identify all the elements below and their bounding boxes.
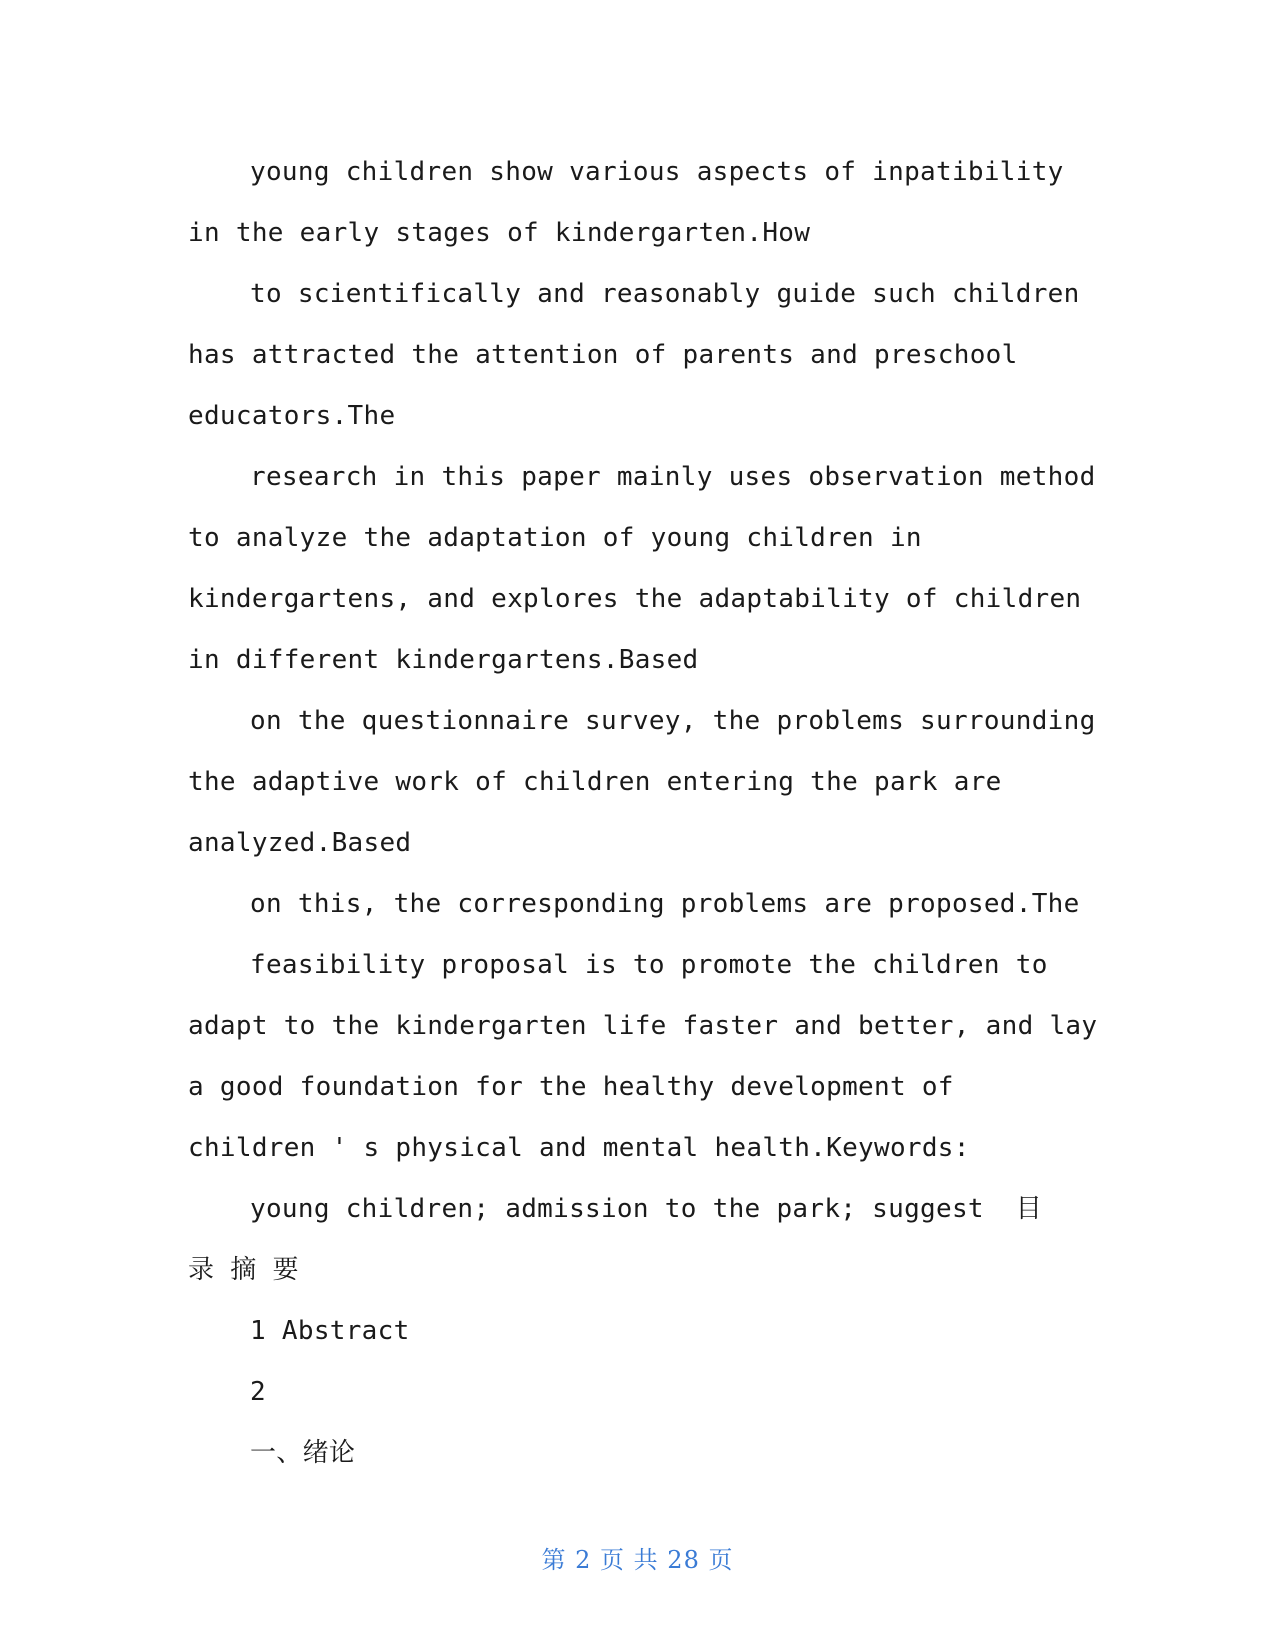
text-line: feasibility proposal is to promote the children to <box>250 950 1048 980</box>
text-line: in different kindergartens.Based <box>188 645 699 675</box>
toc-heading: 录 摘 要 <box>188 1255 299 1285</box>
text-line: has attracted the attention of parents and preschool <box>188 340 1018 370</box>
text-line: a good foundation for the healthy development of <box>188 1072 954 1102</box>
text-line: to scientifically and reasonably guide such children <box>250 279 1080 309</box>
text-line: in the early stages of kindergarten.How <box>188 218 811 248</box>
text-line: young children; admission to the park; suggest 目 <box>250 1194 1043 1224</box>
toc-entry: 1 Abstract <box>250 1316 410 1346</box>
text-line: children ' s physical and mental health.Keywords: <box>188 1133 970 1163</box>
text-line: kindergartens, and explores the adaptability of children <box>188 584 1082 614</box>
text-line: on this, the corresponding problems are proposed.The <box>250 889 1080 919</box>
toc-entry: 2 <box>250 1377 266 1407</box>
text-line: to analyze the adaptation of young children in <box>188 523 922 553</box>
text-line: young children show various aspects of inpatibility <box>250 157 1064 187</box>
toc-entry: 一、绪论 <box>250 1438 356 1468</box>
text-line: the adaptive work of children entering the park are <box>188 767 1002 797</box>
text-line: on the questionnaire survey, the problems surrounding <box>250 706 1096 736</box>
page-number-footer: 第 2 页 共 28 页 <box>541 1546 734 1574</box>
text-line: educators.The <box>188 401 396 431</box>
text-line: research in this paper mainly uses observation method <box>250 462 1096 492</box>
text-line: analyzed.Based <box>188 828 412 858</box>
text-line: adapt to the kindergarten life faster and better, and lay <box>188 1011 1098 1041</box>
document-body <box>188 142 1098 1484</box>
